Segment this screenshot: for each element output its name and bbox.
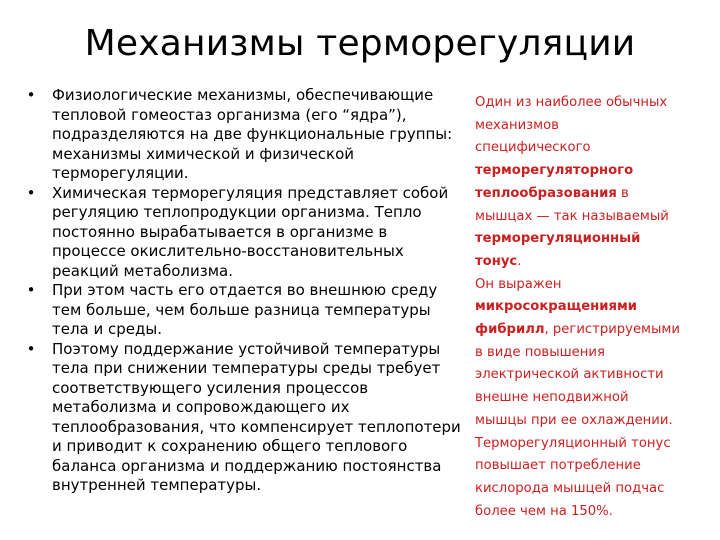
text-fragment: Он выражен (475, 276, 562, 292)
text-line (475, 160, 720, 183)
text-line (475, 364, 720, 387)
text-fragment: . (517, 253, 522, 269)
bold-term: фибрилл (475, 322, 545, 338)
text-line (475, 274, 720, 297)
text-line (475, 92, 720, 115)
text-fragment: , регистрируемыми (544, 322, 680, 338)
bold-term: микросокращениями (475, 299, 637, 315)
text-line (475, 433, 720, 456)
text-line (475, 251, 720, 274)
text-line (475, 183, 720, 206)
text-fragment: Терморегуляционный тонус (475, 435, 671, 451)
bullet-text: Физиологические механизмы, обеспечивающие тепловой гомеостаз организма (его “ядра”), подразделяются на две функциональные группы: механизмы химической и физической терморегуляции. (52, 86, 453, 182)
text-fragment: механизмов (475, 117, 559, 133)
text-line (475, 137, 720, 160)
bullet-marker: • (26, 86, 36, 104)
text-line (475, 206, 720, 229)
text-line (475, 228, 720, 251)
text-line (475, 319, 720, 342)
text-line (475, 410, 720, 433)
bullet-item (24, 86, 464, 184)
bold-term: теплообразования (475, 185, 617, 201)
text-fragment: кислорода мышцей подчас (475, 480, 665, 496)
bullet-marker: • (26, 183, 36, 202)
bold-term: тонус (475, 253, 518, 269)
bullet-item (24, 281, 464, 340)
bullet-text: Химическая терморегуляция представляет собой регуляцию теплопродукции организма. Тепло постоянно вырабатывается в организме в процессе окислительно-восстановительных реакций метаболизма. (52, 183, 449, 280)
text-line (475, 478, 720, 501)
text-line (475, 296, 720, 319)
text-fragment: более чем на 150%. (475, 503, 613, 519)
text-fragment: электрической активности (475, 367, 664, 383)
bullet-text: Поэтому поддержание устойчивой температуры тела при снижении температуры среды требует соответствующего усиления процессов метаболизма и сопровождающего их теплообразования, что компенсирует теплопотери и приводит к сохранению общего теплового баланса организма и поддержанию постоянства внутренней температуры. (52, 339, 461, 494)
text-line (475, 455, 720, 478)
bullet-marker: • (26, 281, 36, 299)
text-fragment: Один из наиболее обычных (475, 95, 668, 110)
text-line (475, 501, 720, 524)
bullet-item (24, 340, 464, 496)
text-fragment: мышцах — так называемый (475, 208, 669, 224)
bullet-item (24, 184, 464, 282)
bold-term: терморегуляционный (475, 231, 641, 247)
text-fragment: специфического (475, 140, 591, 156)
text-line (475, 387, 720, 410)
bullet-marker: • (26, 339, 36, 358)
text-line (475, 115, 720, 138)
text-fragment: мышцы при ее охлаждении. (475, 412, 673, 428)
text-fragment: в (616, 185, 629, 201)
bold-term: терморегуляторного (475, 163, 634, 179)
text-fragment: повышает потребление (475, 458, 641, 474)
bullet-list (24, 86, 464, 496)
text-fragment: в виде повышения (475, 344, 605, 360)
highlighted-text-block (475, 92, 720, 523)
text-fragment: внешне неподвижной (475, 390, 629, 406)
slide-title: Механизмы терморегуляции (84, 23, 636, 64)
bullet-text: При этом часть его отдается во внешнюю среду тем больше, чем больше разница температуры тела и среды. (52, 281, 438, 338)
text-line (475, 342, 720, 365)
